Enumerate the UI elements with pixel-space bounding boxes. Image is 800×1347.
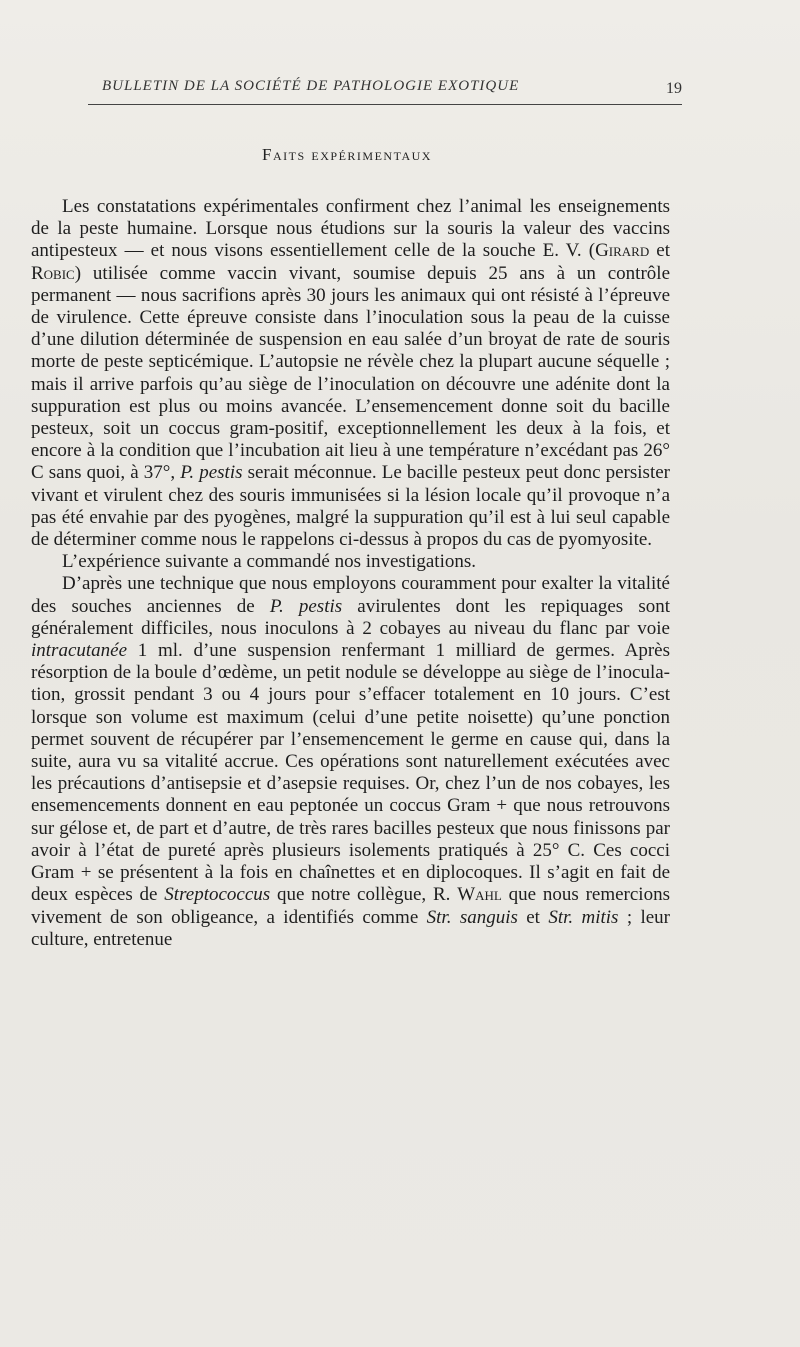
text-span: que notre collègue, R. — [270, 884, 458, 906]
text-span: et — [649, 240, 670, 262]
author-name: Wahl — [457, 884, 502, 906]
text-span: et — [517, 906, 549, 928]
paragraph — [31, 196, 670, 551]
journal-title: BULLETIN DE LA SOCIÉTÉ DE PATHOLOGIE EXOTIQUE — [102, 78, 520, 94]
text-span: avirulentes dont les repiquages sont généralement difficiles, nous inoculons à 2 cobayes au niveau du flanc par voie — [31, 595, 670, 639]
text-span: ; leur culture, entretenue — [31, 906, 671, 950]
paragraph — [31, 573, 670, 950]
text-span: que nous remercions vivement de son obligeance, a identifiés comme — [31, 884, 670, 928]
text-span: D’après une technique que nous employons couramment pour exalter la vitalité des souches anciennes de — [31, 573, 670, 617]
species-name: Str. mitis — [548, 906, 619, 928]
route-term: intracutanée — [31, 640, 128, 662]
text-span: serait méconnue. Le bacille pesteux peut donc persister vivant et virulent chez des souris immunisées si la lésion locale qu’il provoque n’a pas été envahie par des pyogènes, malgré la suppuration qu’il est à lui seul capable de déterminer comme nous le rappelons ci-dessus à propos du cas de pyomyosite. — [31, 462, 670, 551]
species-name: Str. sanguis — [426, 906, 518, 928]
running-header — [88, 76, 682, 105]
genus-name: Streptococcus — [164, 884, 271, 906]
text-span: ) utilisée comme vaccin vivant, soumise depuis 25 ans à un contrôle permanent — nous sacrifions après 30 jours les animaux qui ont résisté à l’épreuve de virulence. Cette épreuve consiste dans l’inoculation sous la peau de la cuisse d’une dilution déterminée de suspension en eau salée d’un broyat de rate de souris morte de peste septicémique. L’autopsie ne révèle chez la plupart aucune séquelle ; mais il arrive parfois qu’au siège de l’inoculation on découvre une adénite dont la suppuration est plus ou moins avancée. L’ensemencement donne soit du bacille pesteux, soit un coccus gram-positif, exceptionnellement les deux à la fois, et encore à la condition que l’incubation ait lieu à une température n’excédant pas 26° C sans quoi, à 37°, — [31, 262, 670, 484]
species-name: P. pestis — [269, 595, 343, 617]
page-number: 19 — [666, 80, 682, 97]
text-span: 1 ml. d’une suspension renfermant 1 milliard de germes. Après résorption de la boule d’œdème, un petit nodule se développe au siège de l’inoculation, grossit pendant 3 ou 4 jours pour s’effacer totalement en 10 jours. C’est lorsque son volume est maximum (celui d’une petite noisette) qu’une ponction permet souvent de récupérer par l’ensemencement le germe en cause qui, dans la suite, aura vu sa vitalité accrue. Ces opérations sont naturellement exécutées avec les précautions d’antisepsie et d’asepsie requises. Or, chez l’un de nos cobayes, les ensemencements donnent en eau peptonée un coccus Gram + que nous retrouvons sur gélose et, de part et d’autre, de très rares bacilles pesteux que nous finissons par avoir à l’état de pureté après plusieurs isolements pratiqués à 25° C. Ces cocci Gram + se présentent à la fois en chaînettes et en diplocoques. Il s’agit en fait de deux espèces de — [31, 640, 670, 906]
author-name: Robic — [31, 262, 75, 284]
section-heading: Faits expérimentaux — [262, 145, 432, 164]
paragraph: L’expérience suivante a commandé nos investigations. — [62, 551, 477, 573]
species-name: P. pestis — [180, 462, 243, 484]
text-span: Les constatations expérimentales confirment chez l’animal les enseignements de la peste humaine. Lorsque nous étudions sur la souris la valeur des vaccins antipesteux — et nous visons essentiellement celle de la souche E. V. ( — [31, 196, 670, 262]
author-name: Girard — [595, 240, 650, 262]
body-text — [31, 196, 670, 951]
